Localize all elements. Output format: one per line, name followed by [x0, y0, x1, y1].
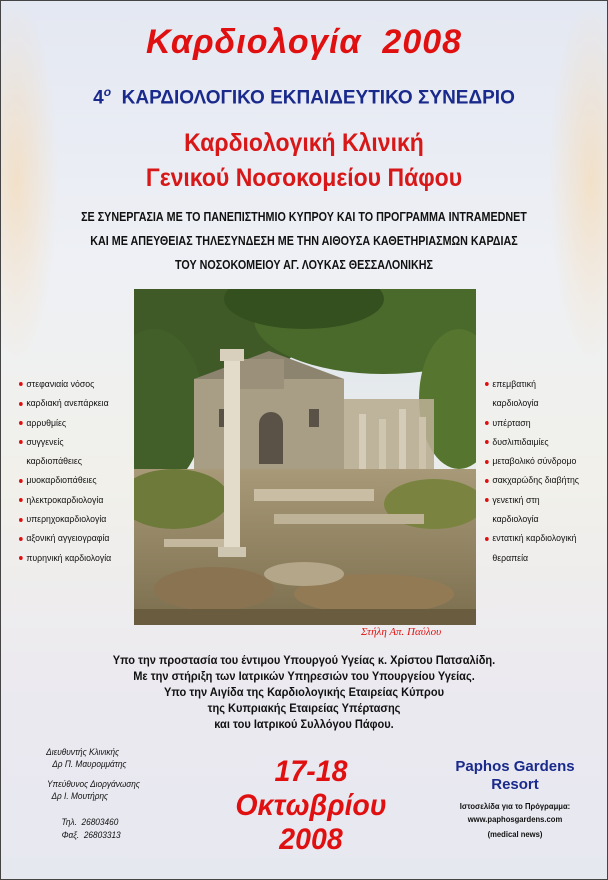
photo-caption: Στήλη Απ. Παύλου [361, 626, 442, 638]
topic-label: συγγενείς [26, 436, 64, 448]
conference-title: ΚΑΡΔΙΟΛΟΓΙΚΟ ΕΚΠΑΙΔΕΥΤΙΚΟ ΣΥΝΕΔΡΙΟ [121, 87, 515, 109]
bullet-icon [19, 537, 23, 541]
bullet-icon [19, 479, 23, 483]
bullet-icon [485, 421, 489, 425]
venue-name-line2: Resort [491, 776, 539, 793]
topic-label: μεταβολικό σύνδρομο [492, 456, 577, 468]
website-section: (medical news) [487, 829, 543, 839]
event-days: 17-18 [274, 755, 348, 788]
patronage-line: Υπο την Αιγίδα της Καρδιολογικής Εταιρείας Κύπρου [164, 685, 444, 699]
topic-label: υπερηχοκαρδιολογία [26, 514, 107, 526]
poster-title: Καρδιολογία 2008 [145, 23, 463, 61]
topic-item [19, 433, 111, 452]
topic-item [19, 510, 111, 529]
conference-name [1, 85, 607, 109]
collaboration-line: ΚΑΙ ΜΕ ΑΠΕΥΘΕΙΑΣ ΤΗΛΕΣΥΝΔΕΣΗ ΜΕ ΤΗΝ ΑΙΘΟΥΣΑ ΚΑΘΕΤΗΡΙΑΣΜΩΝ ΚΑΡΔΙΑΣ [90, 234, 518, 248]
bullet-icon [485, 460, 489, 464]
topics-list-left [19, 375, 119, 568]
topic-label: καρδιολογία [492, 514, 539, 526]
clinic-name-line2: Γενικού Νοσοκομείου Πάφου [145, 164, 463, 192]
organizer-role: Υπεύθυνος Διοργάνωσης [47, 779, 140, 789]
website-label: Ιστοσελίδα για το Πρόγραμμα: [459, 801, 571, 811]
topic-label: αξονική αγγειογραφία [26, 533, 110, 545]
patronage-line: και του Ιατρικού Συλλόγου Πάφου. [214, 717, 394, 731]
topic-label: καρδιοπάθειες [26, 456, 82, 468]
topic-label: μυοκαρδιοπάθειες [26, 475, 97, 487]
topic-item [485, 510, 579, 529]
bullet-icon [19, 518, 23, 522]
director-name: Δρ Π. Μαυρομμάτης [52, 759, 127, 769]
clinic-name-line1: Καρδιολογική Κλινική [184, 129, 424, 157]
conference-ordinal: 4 [93, 87, 104, 109]
director-role: Διευθυντής Κλινικής [46, 747, 120, 757]
topic-label: θεραπεία [492, 552, 529, 564]
bullet-icon [19, 556, 23, 560]
topics-list-right [485, 375, 587, 568]
topic-label: υπέρταση [492, 417, 531, 429]
topic-item [19, 414, 111, 433]
topic-label: καρδιακή ανεπάρκεια [26, 398, 109, 410]
topic-label: στεφανιαία νόσος [26, 379, 95, 390]
topic-item [19, 375, 111, 394]
topic-item [19, 471, 111, 490]
collaboration-line: ΣΕ ΣΥΝΕΡΓΑΣΙΑ ΜΕ ΤΟ ΠΑΝΕΠΙΣΤΗΜΙΟ ΚΥΠΡΟΥ ΚΑΙ ΤΟ ΠΡΟΓΡΑΜΜΑ INTRAMEDNET [81, 210, 527, 224]
topic-item [485, 375, 579, 394]
venue-name-line1: Paphos Gardens [455, 758, 575, 775]
topic-item [485, 529, 579, 548]
topic-item [485, 394, 579, 413]
topic-label: ηλεκτροκαρδιολογία [26, 494, 104, 506]
bullet-icon [19, 498, 23, 502]
topic-item [485, 452, 579, 471]
topic-label: πυρηνική καρδιολογία [26, 552, 112, 564]
bullet-icon [19, 382, 23, 386]
topic-item [19, 491, 111, 510]
bullet-icon [485, 537, 489, 541]
organizer-name: Δρ Ι. Μουτήρης [51, 791, 109, 801]
topic-label: γενετική στη [492, 494, 540, 506]
phone-number: Τηλ. 26803460 [61, 817, 119, 827]
topic-label: επεμβατική [492, 379, 536, 390]
topic-item [485, 491, 579, 510]
topic-label: εντατική καρδιολογική [492, 533, 577, 545]
fax-number: Φαξ. 26803313 [61, 830, 121, 840]
bullet-icon [19, 421, 23, 425]
topic-label: δυσλιπιδαιμίες [492, 436, 549, 448]
event-year: 2008 [279, 823, 343, 856]
bullet-icon [485, 479, 489, 483]
patronage-line: της Κυπριακής Εταιρείας Υπέρτασης [207, 701, 401, 715]
collaboration-line: ΤΟΥ ΝΟΣΟΚΟΜΕΙΟΥ ΑΓ. ΛΟΥΚΑΣ ΘΕΣΣΑΛΟΝΙΚΗΣ [175, 258, 433, 272]
topic-item [485, 471, 579, 490]
bullet-icon [485, 498, 489, 502]
topic-item [19, 394, 111, 413]
patronage-line: Υπο την προστασία του έντιμου Υπουργού Υγείας κ. Χρίστου Πατσαλίδη. [112, 653, 496, 667]
conference-ordinal-suffix: ο [103, 85, 112, 99]
topic-item [485, 549, 579, 568]
bullet-icon [19, 440, 23, 444]
topic-item [19, 452, 111, 471]
topic-item [19, 529, 111, 548]
event-month: Οκτωβρίου [235, 789, 387, 822]
patronage-line: Με την στήριξη των Ιατρικών Υπηρεσιών του Υπουργείου Υγείας. [133, 669, 475, 683]
church-ruins-photo [134, 289, 476, 625]
topic-item [485, 414, 579, 433]
topic-item [485, 433, 579, 452]
bullet-icon [485, 440, 489, 444]
topic-label: αρρυθμίες [26, 417, 67, 429]
topic-label: καρδιολογία [492, 398, 539, 410]
topic-label: σακχαρώδης διαβήτης [492, 475, 580, 487]
bullet-icon [485, 382, 489, 386]
website-link[interactable]: www.paphosgardens.com [467, 814, 563, 824]
bullet-icon [19, 402, 23, 406]
topic-item [19, 549, 111, 568]
